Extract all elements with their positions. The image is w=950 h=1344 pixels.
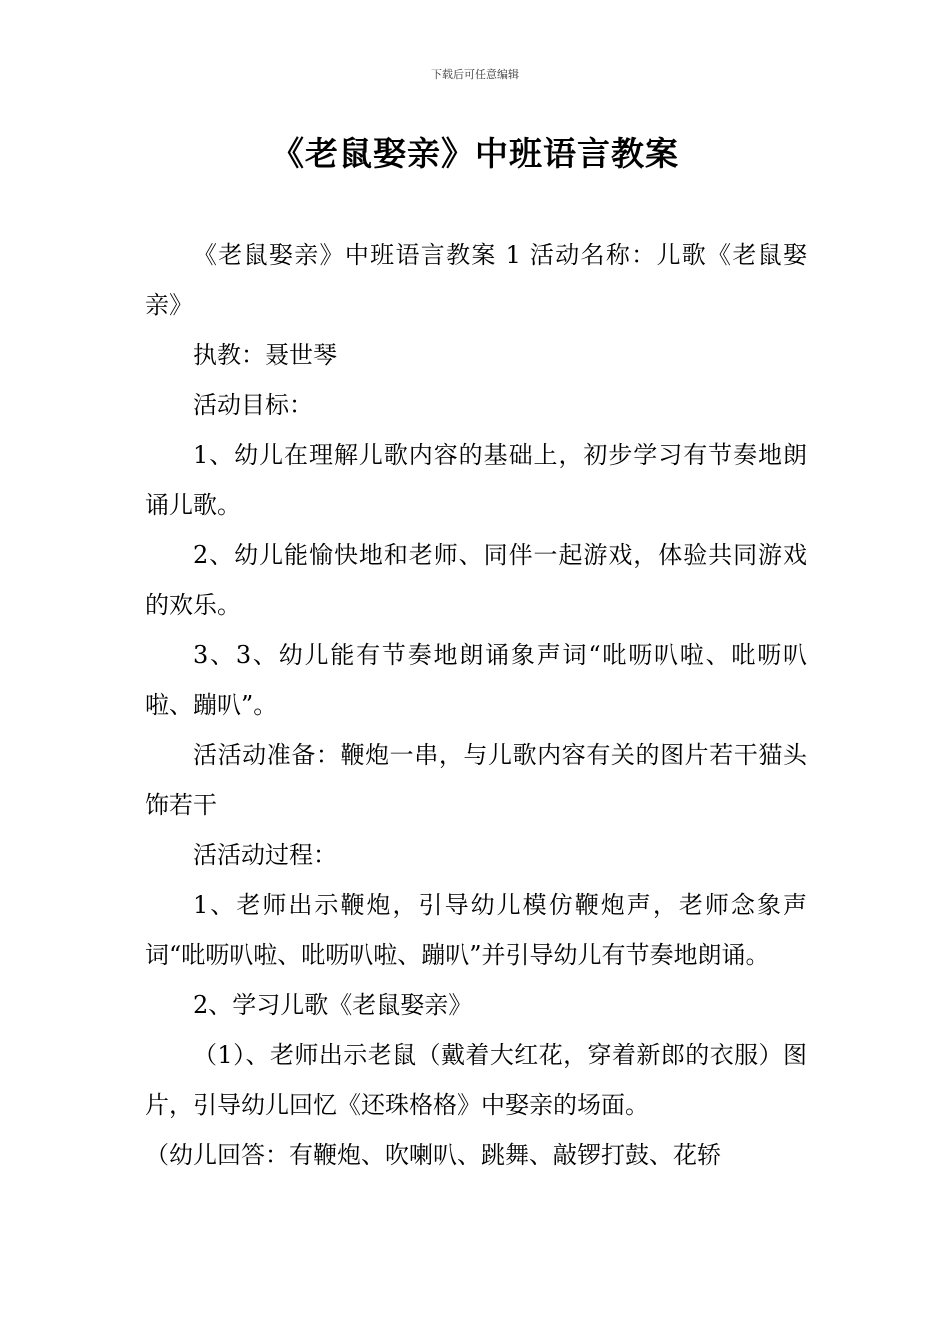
paragraph-children-answer: （幼儿回答：有鞭炮、吹喇叭、跳舞、敲锣打鼓、花轿 [145,1141,721,1169]
paragraph-step-2-1: （1）、老师出示老鼠（戴着大红花，穿着新郎的衣服）图片，引导幼儿回忆《还珠格格》中娶亲的场面。 [145,1041,807,1119]
paragraph-teacher: 执教：聂世琴 [193,341,337,369]
paragraph-activity-name: 《老鼠娶亲》中班语言教案 1 活动名称：儿歌《老鼠娶亲》 [145,241,807,319]
page-header-note: 下载后可任意编辑 [431,68,519,81]
paragraph-step-2: 2、学习儿歌《老鼠娶亲》 [193,991,473,1019]
paragraph-goal-3: 3、3、幼儿能有节奏地朗诵象声词“吡呖叭啦、吡呖叭啦、蹦叭”。 [145,641,807,719]
document-title: 《老鼠娶亲》中班语言教案 [271,134,679,173]
paragraph-process-heading: 活活动过程： [193,841,337,869]
paragraph-goals-heading: 活动目标： [193,391,313,419]
paragraph-step-1: 1、老师出示鞭炮，引导幼儿模仿鞭炮声，老师念象声词“吡呖叭啦、吡呖叭啦、蹦叭”并引导幼儿有节奏地朗诵。 [145,891,807,969]
paragraph-goal-1: 1、幼儿在理解儿歌内容的基础上，初步学习有节奏地朗诵儿歌。 [145,441,807,519]
document-body [145,230,807,1180]
paragraph-goal-2: 2、幼儿能愉快地和老师、同伴一起游戏，体验共同游戏的欢乐。 [145,541,807,619]
paragraph-preparation: 活活动准备：鞭炮一串，与儿歌内容有关的图片若干猫头饰若干 [145,741,807,819]
